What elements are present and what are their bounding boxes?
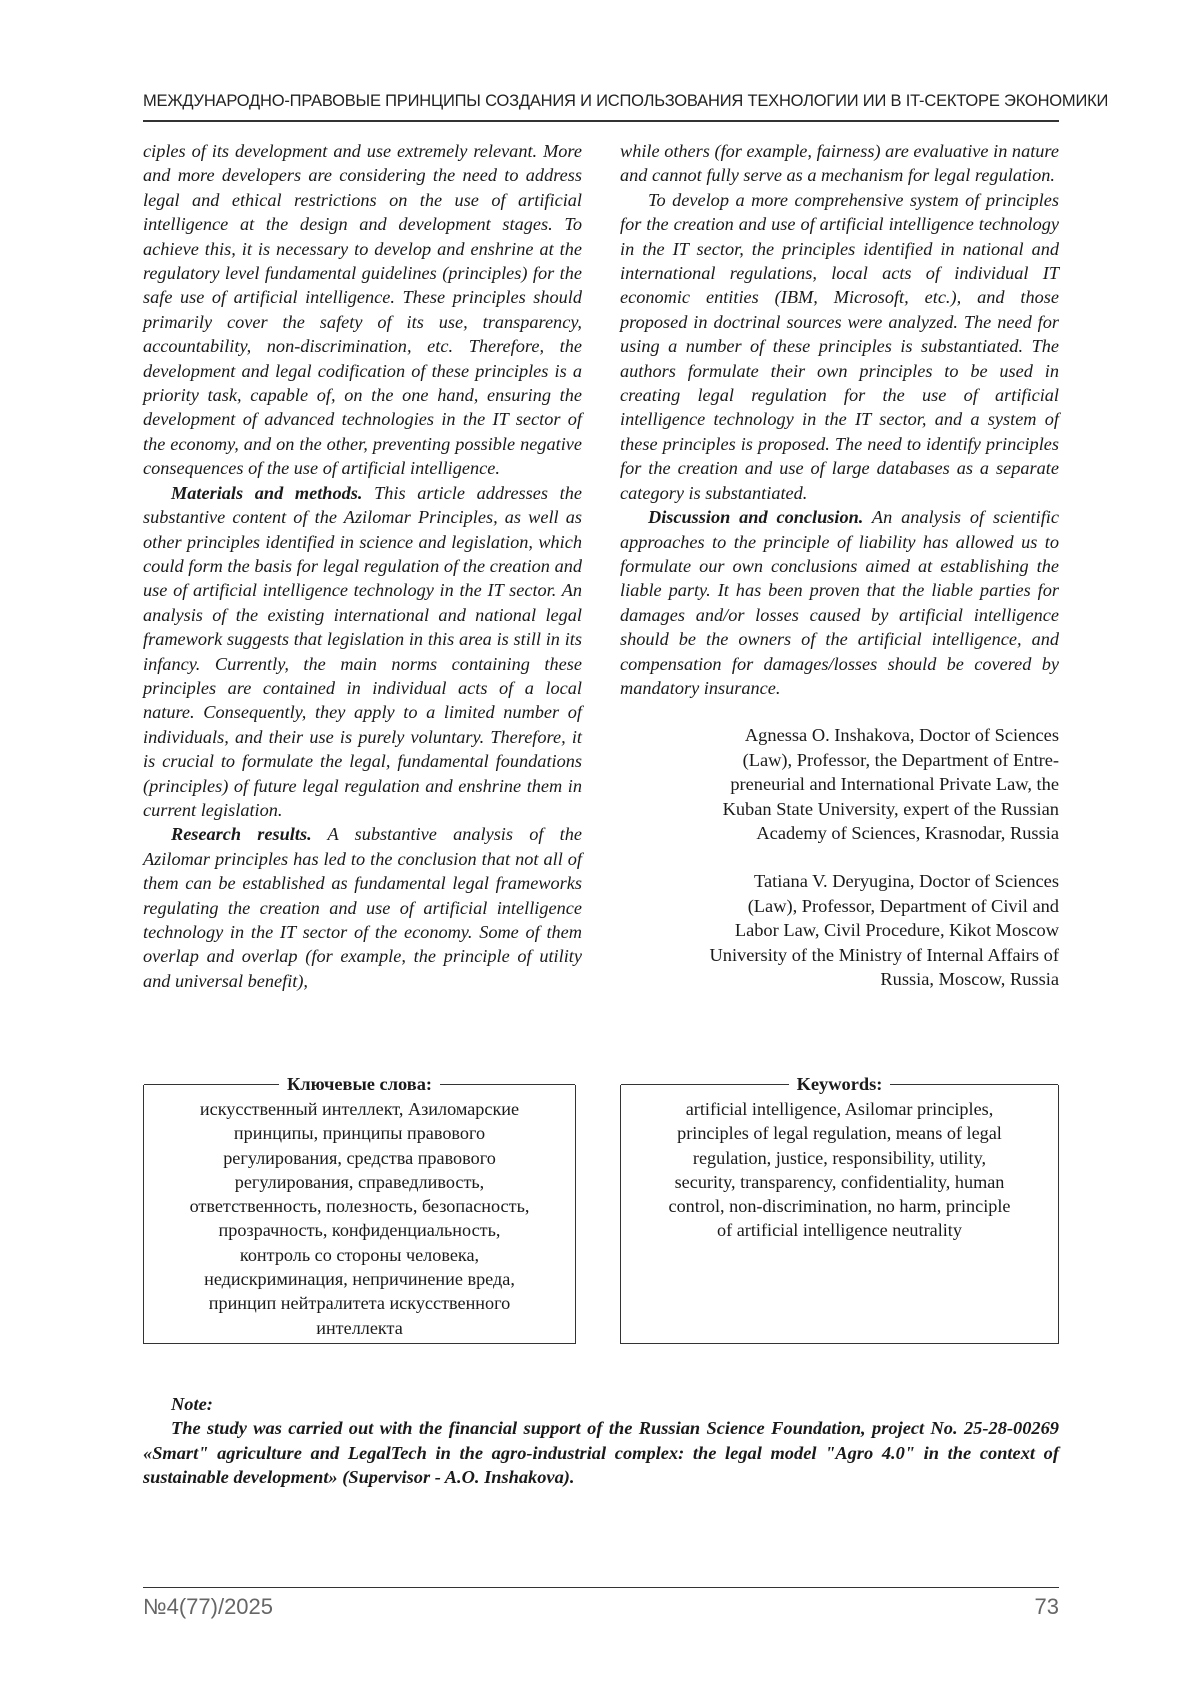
funding-note [143,1392,1059,1490]
paragraph-results [143,822,582,993]
title-rule-right [440,1084,575,1085]
author-deryugina: Tatiana V. Deryugina, Doctor of Sciences (Law), Professor, Department of Civil and Labor Law, Civil Procedure, Kikot Moscow University of the Ministry of Internal Affairs of Russia, Moscow, Russia [709,871,1059,989]
paragraph-intro-continued: ciples of its development and use extremely relevant. More and more developers are considering the need to address legal and ethical restrictions on the use of artificial intelligence at the design and development stages. To achieve this, it is necessary to develop and enshrine at the regulatory level fundamental guidelines (principles) for the safe use of artificial intelligence. These principles should primarily cover the safety of its use, transparency, accountability, non-discrimination, etc. Therefore, the development and legal codification of these principles is a priority task, capable of, on the one hand, ensuring the development of advanced technologies in the IT sector of the economy, and on the other, preventing possible negative consequences of the use of artificial intelligence. [143,141,582,479]
keywords-ru-box [143,1074,576,1344]
heading-materials-methods: Materials and methods. [171,482,363,503]
paragraph-principles-system: To develop a more comprehensive system of principles for the creation and use of artificial intelligence technology in the IT sector, the principles identified in national and international regulations, local acts of individual IT economic entities (IBM, Microsoft, etc.), and those proposed in doctrinal sources were analyzed. The need for using a number of these principles is substantiated. The authors formulate their own principles to be used in creating legal regulation for the use of artificial intelligence technology in the IT sector, and a system of these principles is proposed. The need to identify principles for the creation and use of large databases as a separate category is substantiated. [620,189,1059,503]
header-rule [143,120,1059,122]
note-label: Note: [171,1394,213,1414]
keywords-ru-title: Ключевые слова: [279,1072,440,1096]
title-rule-right [890,1084,1058,1085]
keywords-en-title-row [621,1072,1058,1096]
note-text: The study was carried out with the financial support of the Russian Science Foundation, project No. 25-28-00269 «Smart" agriculture and LegalTech in the agro-industrial complex: the legal model "Agro 4.0" in the context of sustainable development» (Supervisor - A.O. Inshakova). [143,1418,1059,1488]
keywords-en-text: artificial intelligence, Asilomar principles, principles of legal regulation, means of legal regulation, justice, responsibility, utility, security, transparency, confidentiality, human control, non-discrimination, no harm, principle of artificial intelligence neutrality [668,1099,1011,1241]
heading-discussion-conclusion: Discussion and conclusion. [648,507,864,528]
author-inshakova: Agnessa O. Inshakova, Doctor of Sciences (Law), Professor, the Department of Entre- preneurial and International Private Law, the Kuban State University, expert of the Russian Academy of Sciences, Krasnodar, Russia [722,725,1059,843]
heading-research-results: Research results. [171,824,312,845]
keywords-en-box [620,1074,1059,1344]
discussion-text: An analysis of scientific approaches to the principle of liability has allowed us to formulate our own conclusions aimed at establishing the liable party. It has been proven that the liable parties for damages and/or losses caused by artificial intelligence should be the owners of the artificial intelligence, and compensation for damages/losses should be covered by mandatory insurance. [620,507,1059,698]
paragraph-results-continued: while others (for example, fairness) are evaluative in nature and cannot fully serve as a mechanism for legal regulation. [620,141,1059,186]
paragraph-discussion [620,505,1059,700]
keywords-ru-title-row [144,1072,575,1096]
results-text: A substantive analysis of the Azilomar principles has led to the conclusion that not all of them can be established as fundamental legal frameworks regulating the creation and use of artificial intelligence technology in the IT sector of the economy. Some of them overlap and overlap (for example, the principle of utility and universal benefit), [143,824,583,991]
right-column [620,139,1059,991]
materials-text: This article addresses the substantive content of the Azilomar Principles, as well as other principles identified in science and legislation, which could form the basis for legal regulation of the creation and use of artificial intelligence technology in the IT sector. An analysis of the existing international and national legal framework suggests that legislation in this area is still in its infancy. Currently, the main norms containing these principles are contained in individual acts of a local nature. Consequently, they apply to a limited number of individuals, and their use is purely voluntary. Therefore, it is crucial to formulate the legal, fundamental foundations (principles) of future legal regulation and enshrine them in current legislation. [143,482,582,820]
footer-rule [143,1587,1059,1588]
keywords-en-title: Keywords: [789,1072,891,1096]
keywords-ru-text: искусственный интеллект, Азиломарские принципы, принципы правового регулирования, средства правового регулирования, справедливость, ответственность, полезность, безопасность, прозрачность, конфиденциальность, контроль со стороны человека, недискриминация, непричинение вреда, принцип нейтралитета искусственного интеллекта [189,1099,530,1338]
issue-number: №4(77)/2025 [143,1594,274,1619]
left-column [143,139,582,993]
title-rule-left [621,1084,789,1085]
paragraph-materials [143,481,582,823]
title-rule-left [144,1084,279,1085]
running-head: МЕЖДУНАРОДНО-ПРАВОВЫЕ ПРИНЦИПЫ СОЗДАНИЯ И ИСПОЛЬЗОВАНИЯ ТЕХНОЛОГИИ ИИ В IT-СЕКТОРЕ ЭКОНОМИКИ [143,92,1109,110]
page-number: 73 [1034,1594,1059,1619]
